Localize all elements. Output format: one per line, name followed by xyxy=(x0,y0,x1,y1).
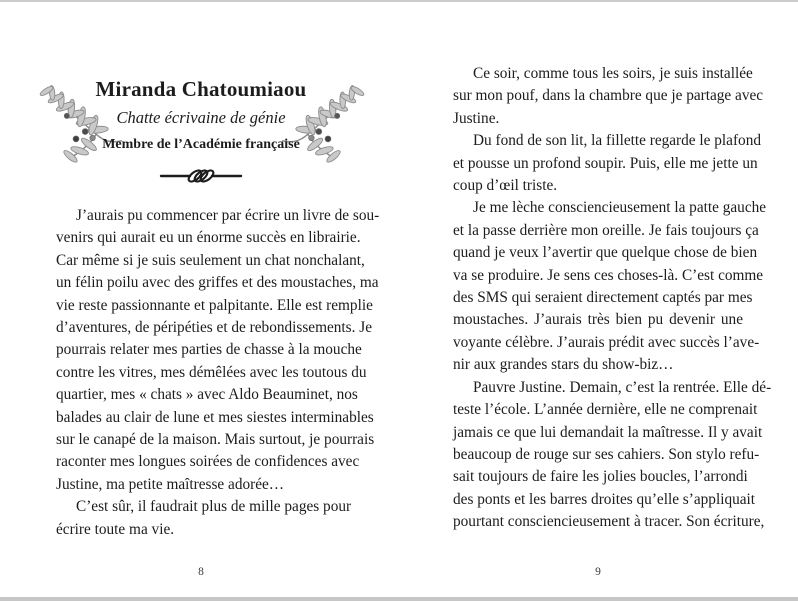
page-right xyxy=(453,0,772,601)
rope-twist-divider-icon xyxy=(159,165,243,187)
author-affiliation: Membre de l’Académie française xyxy=(102,137,300,152)
text-line: jamais ce que lui demandait la maîtresse. Il y avait xyxy=(453,423,763,441)
text-line: sur mon pouf, dans la chambre que je partage avec xyxy=(453,87,764,105)
text-line: moustaches. J’aurais très bien pu devenir une xyxy=(453,311,743,329)
page-left xyxy=(56,0,380,601)
page-left-text xyxy=(56,205,380,541)
text-line: et la passe derrière mon oreille. Je fais toujours ça xyxy=(453,221,759,239)
text-line: voyante célèbre. J’aurais prédit avec succès l’ave- xyxy=(453,333,760,351)
author-role: Chatte écrivaine de génie xyxy=(116,108,286,127)
paragraph xyxy=(453,197,767,376)
text-line: balades au clair de lune et mes siestes interminables xyxy=(56,408,374,426)
author-name: Miranda Chatoumiaou xyxy=(95,77,307,101)
text-line: J’aurais pu commencer par écrire un livre de sou- xyxy=(76,207,380,224)
paragraph xyxy=(56,205,380,496)
page-number-left: 8 xyxy=(198,566,204,578)
text-line: teste l’école. L’année dernière, elle ne comprenait xyxy=(453,401,758,419)
text-line: contre les vitres, mes démêlées avec les toutous du xyxy=(56,363,367,381)
text-line: coup d’œil triste. xyxy=(453,177,558,195)
text-line: Je me lèche consciencieusement la patte gauche xyxy=(473,199,767,217)
paragraph xyxy=(453,377,772,534)
text-line: C’est sûr, il faudrait plus de mille pages pour xyxy=(76,498,352,516)
text-line: et pousse un profond soupir. Puis, elle me jette un xyxy=(453,154,758,172)
text-line: quartier, mes « chats » avec Aldo Beauminet, nos xyxy=(56,386,358,404)
paragraph xyxy=(453,63,764,130)
text-line: Car même si je suis seulement un chat nonchalant, xyxy=(56,251,365,269)
text-line: des ponts et les barres droites qu’elle s’appliquait xyxy=(453,490,756,508)
text-line: sait toujours de faire les jolies boucles, l’arrondi xyxy=(453,468,748,486)
text-line: des SMS qui seraient directement captés par mes xyxy=(453,289,753,307)
paragraph xyxy=(453,130,761,197)
text-line: sur le canapé de la maison. Mais surtout, je pourrais xyxy=(56,431,375,449)
text-line: d’aventures, de péripéties et de rebondissements. Je xyxy=(56,319,373,337)
text-line: vie reste passionnante et palpitante. Elle est remplie xyxy=(56,296,373,314)
text-line: venirs qui aurait eu un énorme succès en librairie. xyxy=(56,229,361,247)
text-line: écrire toute ma vie. xyxy=(56,520,175,538)
text-line: un félin poilu avec des griffes et des moustaches, ma xyxy=(56,274,379,292)
text-line: pourtant consciencieusement à tracer. Son écriture, xyxy=(453,513,765,531)
text-line: pourrais relater mes parties de chasse à la mouche xyxy=(56,341,362,359)
text-line: Justine, ma petite maîtresse adorée… xyxy=(56,475,285,493)
paragraph xyxy=(56,496,352,541)
text-line: Justine. xyxy=(453,109,500,127)
chapter-header xyxy=(56,77,346,192)
page-right-text xyxy=(453,63,772,534)
text-line: va se produire. Je sens ces choses-là. C’est comme xyxy=(453,266,764,284)
text-line: Du fond de son lit, la fillette regarde le plafond xyxy=(473,132,761,150)
text-line: raconter mes longues soirées de confidences avec xyxy=(56,453,360,471)
text-line: nir aux grandes stars du show-biz… xyxy=(453,356,674,374)
text-line: beaucoup de rouge sur ses cahiers. Son stylo refu- xyxy=(453,445,760,463)
page-number-right: 9 xyxy=(595,566,601,578)
text-line: Pauvre Justine. Demain, c’est la rentrée. Elle dé- xyxy=(473,378,772,396)
text-line: quand je veux l’avertir que quelque chose de bien xyxy=(453,244,758,262)
text-line: Ce soir, comme tous les soirs, je suis installée xyxy=(473,65,753,82)
